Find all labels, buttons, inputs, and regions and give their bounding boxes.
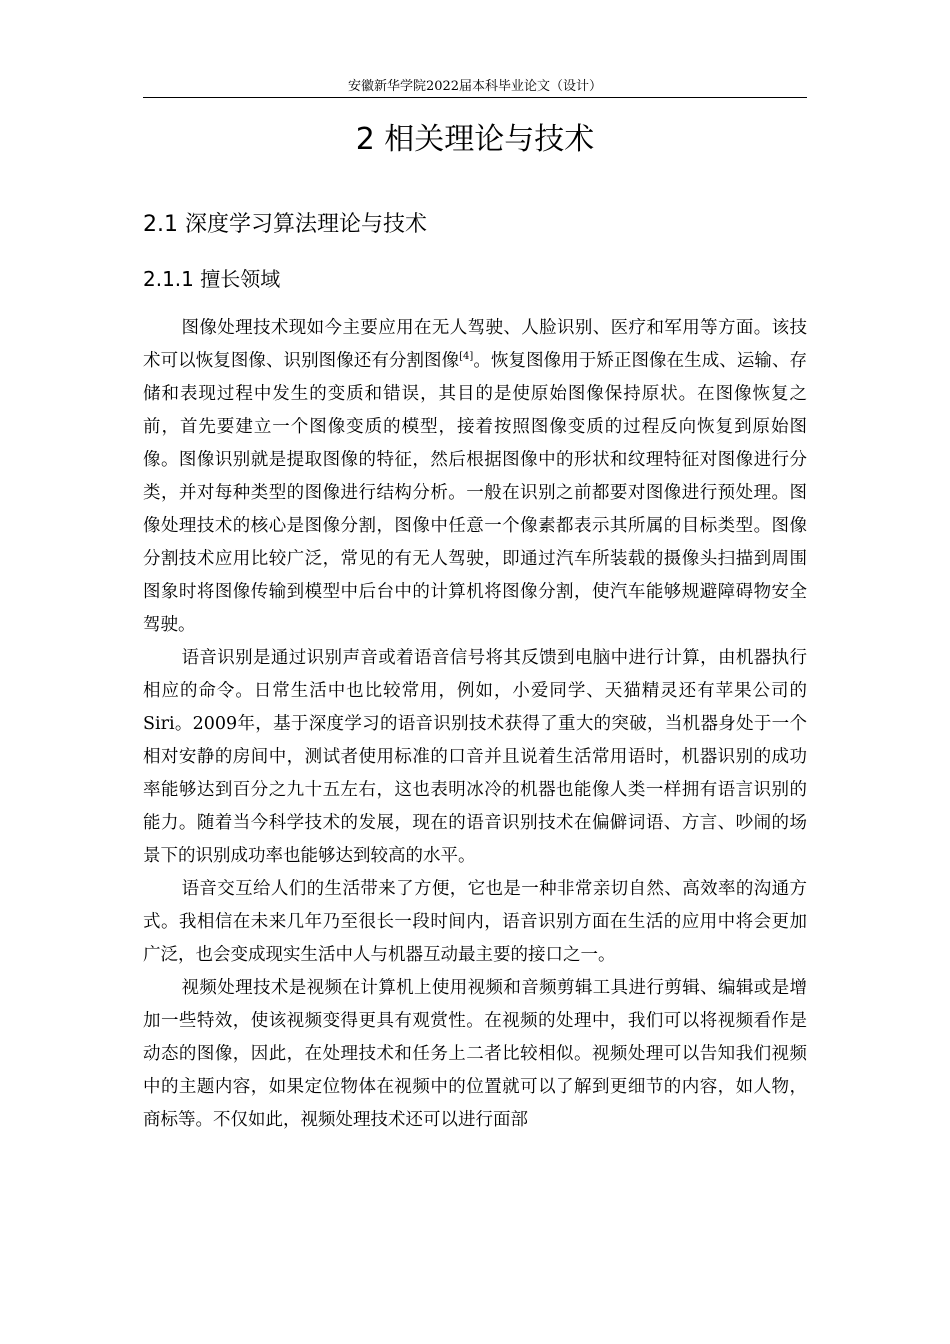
body-text (143, 312, 807, 1137)
header-rule (143, 97, 807, 98)
paragraph-video-processing: 视频处理技术是视频在计算机上使用视频和音频剪辑工具进行剪辑、编辑或是增加一些特效，使该视频变得更具有观赏性。在视频的处理中，我们可以将视频看作是动态的图像，因此，在处理技术和任务上二者比较相似。视频处理可以告知我们视频中的主题内容，如果定位物体在视频中的位置就可以了解到更细节的内容，如人物，商标等。不仅如此，视频处理技术还可以进行面部 (143, 978, 807, 1130)
running-header: 安徽新华学院2022届本科毕业论文（设计） (347, 79, 603, 94)
paragraph-speech-recognition: 语音识别是通过识别声音或着语音信号将其反馈到电脑中进行计算，由机器执行相应的命令。日常生活中也比较常用，例如，小爱同学、天猫精灵还有苹果公司的Siri。2009年，基于深度学习的语音识别技术获得了重大的突破，当机器身处于一个相对安静的房间中，测试者使用标准的口音并且说着生活常用语时，机器识别的成功率能够达到百分之九十五左右，这也表明冰冷的机器也能像人类一样拥有语言识别的能力。随着当今科学技术的发展，现在的语音识别技术在偏僻词语、方言、吵闹的场景下的识别成功率也能够达到较高的水平。 (143, 648, 807, 866)
citation-ref[interactable]: [4] (459, 351, 474, 363)
section-title: 2.1 深度学习算法理论与技术 (143, 212, 427, 237)
paragraph-image-processing (143, 312, 807, 642)
paragraph-text: 图像处理技术现如今主要应用在无人驾驶、人脸识别、医疗和军用等方面。该技术可以恢复图像、识别图像还有分割图像 (143, 318, 807, 371)
chapter-title: 2 相关理论与技术 (355, 122, 595, 157)
paragraph-text: 。恢复图像用于矫正图像在生成、运输、存储和表现过程中发生的变质和错误，其目的是使原始图像保持原状。在图像恢复之前，首先要建立一个图像变质的模型，接着按照图像变质的过程反向恢复到原始图像。图像识别就是提取图像的特征，然后根据图像中的形状和纹理特征对图像进行分类，并对每种类型的图像进行结构分析。一般在识别之前都要对图像进行预处理。图像处理技术的核心是图像分割，图像中任意一个像素都表示其所属的目标类型。图像分割技术应用比较广泛，常见的有无人驾驶，即通过汽车所装载的摄像头扫描到周围图象时将图像传输到模型中后台中的计算机将图像分割，使汽车能够规避障碍物安全驾驶。 (143, 351, 808, 635)
subsection-title: 2.1.1 擅长领域 (143, 267, 281, 291)
paragraph-voice-interaction: 语音交互给人们的生活带来了方便，它也是一种非常亲切自然、高效率的沟通方式。我相信在未来几年乃至很长一段时间内，语音识别方面在生活的应用中将会更加广泛，也会变成现实生活中人与机器互动最主要的接口之一。 (143, 879, 807, 965)
